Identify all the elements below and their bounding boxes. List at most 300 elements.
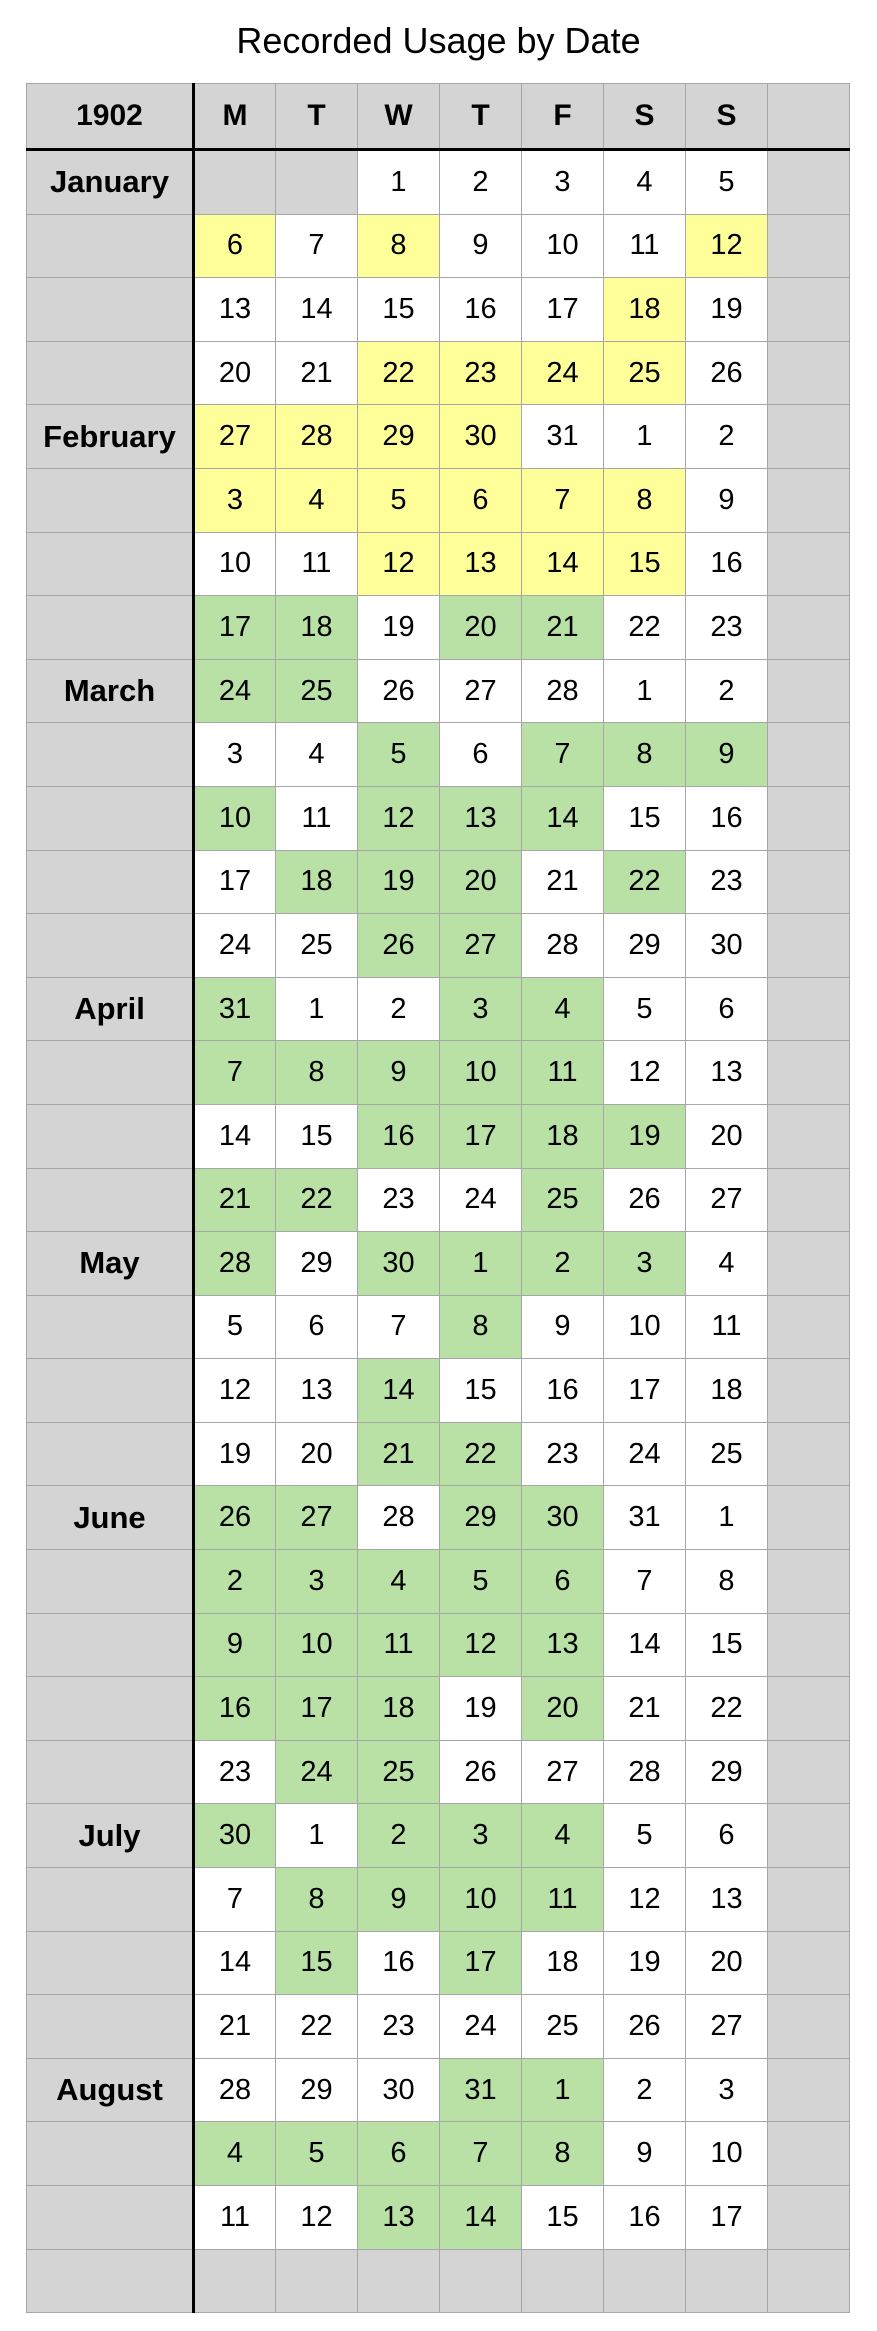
day-cell: 26	[358, 914, 440, 978]
week-row	[27, 1232, 850, 1296]
month-label: June	[27, 1486, 194, 1550]
day-cell: 9	[358, 1041, 440, 1105]
day-cell: 16	[358, 1104, 440, 1168]
day-cell: 11	[276, 532, 358, 596]
weekday-header: S	[604, 84, 686, 150]
day-cell: 5	[604, 977, 686, 1041]
day-cell: 5	[358, 723, 440, 787]
day-cell: 27	[276, 1486, 358, 1550]
day-cell: 4	[522, 977, 604, 1041]
month-label	[27, 1422, 194, 1486]
day-cell: 11	[358, 1613, 440, 1677]
day-cell: 17	[522, 278, 604, 342]
blank-footer-cell	[522, 2249, 604, 2312]
day-cell: 21	[358, 1422, 440, 1486]
day-cell: 16	[686, 532, 768, 596]
week-row	[27, 150, 850, 215]
month-label	[27, 596, 194, 660]
day-cell: 19	[604, 1931, 686, 1995]
day-cell: 11	[276, 786, 358, 850]
day-cell: 16	[604, 2186, 686, 2250]
day-cell: 31	[604, 1486, 686, 1550]
day-cell: 13	[522, 1613, 604, 1677]
blank-side-cell	[768, 1550, 850, 1614]
day-cell: 5	[276, 2122, 358, 2186]
blank-side-cell	[768, 659, 850, 723]
week-row	[27, 1486, 850, 1550]
day-cell: 11	[194, 2186, 276, 2250]
footer-row	[27, 2249, 850, 2312]
day-cell: 11	[686, 1295, 768, 1359]
blank-side-cell	[768, 977, 850, 1041]
month-label: August	[27, 2058, 194, 2122]
blank-side-cell	[768, 596, 850, 660]
day-cell: 5	[604, 1804, 686, 1868]
day-cell: 5	[194, 1295, 276, 1359]
month-label	[27, 914, 194, 978]
empty-day-cell	[194, 150, 276, 215]
blank-side-cell	[768, 2058, 850, 2122]
week-row	[27, 1931, 850, 1995]
day-cell: 9	[440, 214, 522, 278]
day-cell: 24	[276, 1740, 358, 1804]
week-row	[27, 1104, 850, 1168]
day-cell: 6	[194, 214, 276, 278]
day-cell: 27	[194, 405, 276, 469]
day-cell: 26	[604, 1995, 686, 2059]
blank-side-cell	[768, 1104, 850, 1168]
blank-footer-cell	[194, 2249, 276, 2312]
day-cell: 20	[686, 1931, 768, 1995]
month-label	[27, 1868, 194, 1932]
week-row	[27, 1041, 850, 1105]
day-cell: 28	[604, 1740, 686, 1804]
day-cell: 3	[440, 1804, 522, 1868]
weekday-header: F	[522, 84, 604, 150]
day-cell: 10	[522, 214, 604, 278]
day-cell: 18	[276, 850, 358, 914]
day-cell: 9	[358, 1868, 440, 1932]
day-cell: 20	[522, 1677, 604, 1741]
day-cell: 31	[194, 977, 276, 1041]
day-cell: 3	[522, 150, 604, 215]
day-cell: 15	[604, 786, 686, 850]
day-cell: 18	[522, 1931, 604, 1995]
day-cell: 29	[276, 2058, 358, 2122]
day-cell: 8	[276, 1041, 358, 1105]
day-cell: 12	[604, 1868, 686, 1932]
day-cell: 23	[358, 1995, 440, 2059]
day-cell: 23	[522, 1422, 604, 1486]
week-row	[27, 1868, 850, 1932]
blank-side-cell	[768, 1295, 850, 1359]
day-cell: 18	[604, 278, 686, 342]
week-row	[27, 914, 850, 978]
day-cell: 5	[358, 468, 440, 532]
blank-side-cell	[768, 1422, 850, 1486]
month-label	[27, 278, 194, 342]
day-cell: 1	[604, 659, 686, 723]
day-cell: 4	[276, 468, 358, 532]
day-cell: 26	[358, 659, 440, 723]
blank-side-cell	[768, 1168, 850, 1232]
day-cell: 7	[358, 1295, 440, 1359]
blank-side-cell	[768, 786, 850, 850]
week-row	[27, 1295, 850, 1359]
weekday-header: S	[686, 84, 768, 150]
day-cell: 25	[276, 914, 358, 978]
blank-footer-cell	[27, 2249, 194, 2312]
weekday-header: T	[440, 84, 522, 150]
week-row	[27, 468, 850, 532]
day-cell: 21	[194, 1995, 276, 2059]
day-cell: 12	[276, 2186, 358, 2250]
day-cell: 25	[604, 341, 686, 405]
day-cell: 4	[276, 723, 358, 787]
day-cell: 30	[194, 1804, 276, 1868]
month-label: May	[27, 1232, 194, 1296]
day-cell: 26	[686, 341, 768, 405]
blank-side-cell	[768, 1931, 850, 1995]
day-cell: 7	[604, 1550, 686, 1614]
day-cell: 1	[358, 150, 440, 215]
day-cell: 2	[686, 405, 768, 469]
day-cell: 20	[686, 1104, 768, 1168]
day-cell: 10	[194, 786, 276, 850]
day-cell: 14	[522, 532, 604, 596]
blank-footer-cell	[276, 2249, 358, 2312]
day-cell: 6	[358, 2122, 440, 2186]
day-cell: 14	[522, 786, 604, 850]
day-cell: 22	[686, 1677, 768, 1741]
day-cell: 14	[604, 1613, 686, 1677]
day-cell: 19	[194, 1422, 276, 1486]
blank-side-cell	[768, 1486, 850, 1550]
week-row	[27, 1740, 850, 1804]
day-cell: 3	[440, 977, 522, 1041]
day-cell: 21	[522, 850, 604, 914]
week-row	[27, 1422, 850, 1486]
day-cell: 23	[686, 596, 768, 660]
day-cell: 8	[604, 468, 686, 532]
day-cell: 22	[604, 850, 686, 914]
day-cell: 17	[686, 2186, 768, 2250]
day-cell: 14	[358, 1359, 440, 1423]
day-cell: 2	[604, 2058, 686, 2122]
week-row	[27, 532, 850, 596]
year-header: 1902	[27, 84, 194, 150]
month-label	[27, 1359, 194, 1423]
weekday-header: T	[276, 84, 358, 150]
day-cell: 15	[522, 2186, 604, 2250]
blank-side-cell	[768, 1041, 850, 1105]
month-label: March	[27, 659, 194, 723]
day-cell: 7	[522, 468, 604, 532]
day-cell: 2	[440, 150, 522, 215]
day-cell: 10	[440, 1868, 522, 1932]
day-cell: 7	[440, 2122, 522, 2186]
day-cell: 27	[522, 1740, 604, 1804]
blank-footer-cell	[358, 2249, 440, 2312]
blank-side-cell	[768, 1677, 850, 1741]
day-cell: 13	[194, 278, 276, 342]
day-cell: 28	[194, 2058, 276, 2122]
day-cell: 27	[440, 659, 522, 723]
week-row	[27, 1168, 850, 1232]
day-cell: 21	[194, 1168, 276, 1232]
day-cell: 13	[276, 1359, 358, 1423]
day-cell: 27	[686, 1168, 768, 1232]
week-row	[27, 341, 850, 405]
week-row	[27, 723, 850, 787]
week-row	[27, 2186, 850, 2250]
blank-footer-cell	[604, 2249, 686, 2312]
day-cell: 24	[194, 914, 276, 978]
day-cell: 17	[194, 596, 276, 660]
month-label: July	[27, 1804, 194, 1868]
week-row	[27, 1804, 850, 1868]
day-cell: 23	[358, 1168, 440, 1232]
day-cell: 19	[358, 596, 440, 660]
day-cell: 12	[686, 214, 768, 278]
week-row	[27, 1613, 850, 1677]
day-cell: 13	[686, 1041, 768, 1105]
blank-footer-cell	[686, 2249, 768, 2312]
day-cell: 19	[604, 1104, 686, 1168]
day-cell: 16	[440, 278, 522, 342]
day-cell: 17	[440, 1104, 522, 1168]
day-cell: 30	[358, 1232, 440, 1296]
week-row	[27, 596, 850, 660]
week-row	[27, 278, 850, 342]
day-cell: 14	[194, 1931, 276, 1995]
day-cell: 21	[276, 341, 358, 405]
blank-side-cell	[768, 341, 850, 405]
day-cell: 21	[522, 596, 604, 660]
day-cell: 10	[194, 532, 276, 596]
day-cell: 23	[440, 341, 522, 405]
day-cell: 13	[358, 2186, 440, 2250]
week-row	[27, 405, 850, 469]
day-cell: 20	[276, 1422, 358, 1486]
day-cell: 28	[522, 659, 604, 723]
day-cell: 4	[194, 2122, 276, 2186]
day-cell: 15	[686, 1613, 768, 1677]
day-cell: 12	[440, 1613, 522, 1677]
week-row	[27, 1359, 850, 1423]
header-row	[27, 84, 850, 150]
day-cell: 14	[440, 2186, 522, 2250]
day-cell: 26	[194, 1486, 276, 1550]
day-cell: 30	[686, 914, 768, 978]
day-cell: 11	[522, 1868, 604, 1932]
day-cell: 26	[604, 1168, 686, 1232]
page-title: Recorded Usage by Date	[236, 20, 641, 61]
day-cell: 11	[604, 214, 686, 278]
day-cell: 26	[440, 1740, 522, 1804]
day-cell: 27	[440, 914, 522, 978]
day-cell: 6	[276, 1295, 358, 1359]
day-cell: 6	[522, 1550, 604, 1614]
day-cell: 15	[358, 278, 440, 342]
day-cell: 7	[194, 1868, 276, 1932]
day-cell: 7	[194, 1041, 276, 1105]
blank-side-cell	[768, 850, 850, 914]
day-cell: 3	[194, 468, 276, 532]
day-cell: 15	[276, 1104, 358, 1168]
day-cell: 3	[686, 2058, 768, 2122]
week-row	[27, 786, 850, 850]
day-cell: 20	[440, 850, 522, 914]
day-cell: 9	[194, 1613, 276, 1677]
day-cell: 8	[604, 723, 686, 787]
day-cell: 27	[686, 1995, 768, 2059]
blank-header-cell	[768, 84, 850, 150]
day-cell: 29	[276, 1232, 358, 1296]
empty-day-cell	[276, 150, 358, 215]
day-cell: 6	[440, 723, 522, 787]
month-label	[27, 1995, 194, 2059]
day-cell: 6	[686, 1804, 768, 1868]
day-cell: 1	[686, 1486, 768, 1550]
week-row	[27, 2058, 850, 2122]
day-cell: 18	[276, 596, 358, 660]
day-cell: 10	[276, 1613, 358, 1677]
day-cell: 13	[440, 786, 522, 850]
day-cell: 24	[194, 659, 276, 723]
day-cell: 24	[522, 341, 604, 405]
day-cell: 13	[686, 1868, 768, 1932]
day-cell: 22	[276, 1995, 358, 2059]
day-cell: 28	[522, 914, 604, 978]
month-label: April	[27, 977, 194, 1041]
day-cell: 25	[522, 1995, 604, 2059]
week-row	[27, 977, 850, 1041]
day-cell: 1	[276, 977, 358, 1041]
month-label	[27, 214, 194, 278]
blank-footer-cell	[440, 2249, 522, 2312]
week-row	[27, 214, 850, 278]
day-cell: 25	[522, 1168, 604, 1232]
month-label	[27, 786, 194, 850]
blank-side-cell	[768, 278, 850, 342]
month-label	[27, 1168, 194, 1232]
day-cell: 24	[440, 1168, 522, 1232]
day-cell: 19	[440, 1677, 522, 1741]
day-cell: 3	[276, 1550, 358, 1614]
day-cell: 29	[604, 914, 686, 978]
month-label	[27, 532, 194, 596]
day-cell: 16	[522, 1359, 604, 1423]
day-cell: 2	[358, 977, 440, 1041]
day-cell: 31	[522, 405, 604, 469]
week-row	[27, 1677, 850, 1741]
day-cell: 30	[522, 1486, 604, 1550]
day-cell: 29	[686, 1740, 768, 1804]
day-cell: 24	[440, 1995, 522, 2059]
day-cell: 4	[604, 150, 686, 215]
month-label	[27, 1613, 194, 1677]
month-label	[27, 2122, 194, 2186]
blank-side-cell	[768, 468, 850, 532]
day-cell: 31	[440, 2058, 522, 2122]
day-cell: 8	[522, 2122, 604, 2186]
day-cell: 8	[686, 1550, 768, 1614]
month-label: January	[27, 150, 194, 215]
month-label	[27, 341, 194, 405]
day-cell: 19	[358, 850, 440, 914]
day-cell: 4	[522, 1804, 604, 1868]
blank-side-cell	[768, 1740, 850, 1804]
day-cell: 14	[276, 278, 358, 342]
blank-side-cell	[768, 1232, 850, 1296]
day-cell: 16	[686, 786, 768, 850]
blank-side-cell	[768, 532, 850, 596]
blank-side-cell	[768, 1868, 850, 1932]
day-cell: 9	[604, 2122, 686, 2186]
usage-calendar	[26, 83, 850, 2313]
day-cell: 10	[604, 1295, 686, 1359]
day-cell: 12	[604, 1041, 686, 1105]
week-row	[27, 2122, 850, 2186]
blank-side-cell	[768, 214, 850, 278]
blank-side-cell	[768, 1804, 850, 1868]
day-cell: 16	[194, 1677, 276, 1741]
month-label	[27, 850, 194, 914]
day-cell: 9	[686, 723, 768, 787]
day-cell: 9	[686, 468, 768, 532]
day-cell: 28	[194, 1232, 276, 1296]
day-cell: 4	[686, 1232, 768, 1296]
day-cell: 22	[604, 596, 686, 660]
month-label	[27, 1041, 194, 1105]
day-cell: 30	[358, 2058, 440, 2122]
day-cell: 13	[440, 532, 522, 596]
day-cell: 4	[358, 1550, 440, 1614]
blank-side-cell	[768, 1359, 850, 1423]
day-cell: 23	[194, 1740, 276, 1804]
month-label	[27, 1931, 194, 1995]
month-label	[27, 1677, 194, 1741]
day-cell: 17	[276, 1677, 358, 1741]
blank-side-cell	[768, 914, 850, 978]
day-cell: 7	[522, 723, 604, 787]
day-cell: 20	[440, 596, 522, 660]
day-cell: 2	[686, 659, 768, 723]
day-cell: 6	[440, 468, 522, 532]
day-cell: 1	[604, 405, 686, 469]
week-row	[27, 1995, 850, 2059]
day-cell: 8	[440, 1295, 522, 1359]
week-row	[27, 659, 850, 723]
day-cell: 21	[604, 1677, 686, 1741]
blank-side-cell	[768, 1613, 850, 1677]
day-cell: 17	[194, 850, 276, 914]
day-cell: 2	[358, 1804, 440, 1868]
day-cell: 25	[686, 1422, 768, 1486]
day-cell: 28	[358, 1486, 440, 1550]
day-cell: 6	[686, 977, 768, 1041]
day-cell: 5	[686, 150, 768, 215]
weekday-header: W	[358, 84, 440, 150]
day-cell: 16	[358, 1931, 440, 1995]
day-cell: 8	[358, 214, 440, 278]
day-cell: 5	[440, 1550, 522, 1614]
month-label	[27, 468, 194, 532]
month-label	[27, 723, 194, 787]
month-label	[27, 2186, 194, 2250]
day-cell: 12	[358, 786, 440, 850]
